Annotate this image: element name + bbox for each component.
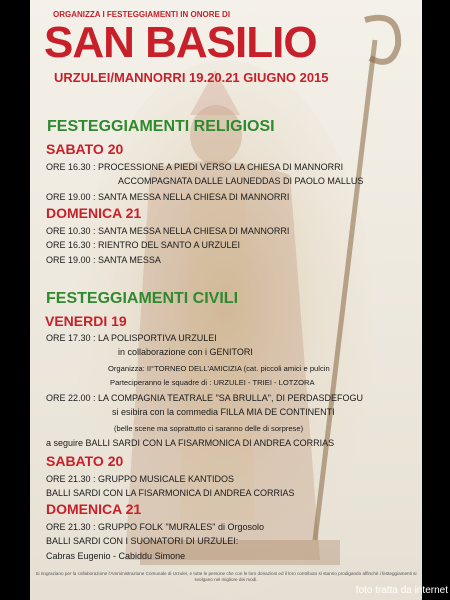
day-heading-saturday-civil: SABATO 20 [46, 453, 124, 469]
schedule-line: ORE 21.30 : GRUPPO MUSICALE KANTIDOS [46, 474, 235, 484]
day-heading-sunday: DOMENICA 21 [46, 205, 142, 221]
schedule-line: ACCOMPAGNATA DALLE LAUNEDDAS DI PAOLO MALLUS [118, 176, 364, 186]
schedule-line: in collaborazione con i GENITORI [118, 347, 253, 357]
section-heading-civil: FESTEGGIAMENTI CIVILI [46, 290, 239, 307]
photo-credit: foto tratta da internet [355, 585, 448, 596]
schedule-line: si esibira con la commedia FILLA MIA DE CONTINENTI [112, 407, 335, 417]
schedule-line: Organizza: II°TORNEO DELL'AMICIZIA (cat. piccoli amici e pulcin [108, 364, 330, 373]
day-heading-sunday-civil: DOMENICA 21 [46, 501, 142, 517]
day-heading-saturday: SABATO 20 [46, 141, 124, 157]
schedule-line: BALLI SARDI CON LA FISARMONICA DI ANDREA CORRIAS [46, 488, 295, 498]
schedule-line: (belle scene ma soprattutto ci saranno delle di sorprese) [114, 424, 304, 433]
schedule-line: BALLI SARDI CON I SUONATORI DI URZULEI: [46, 536, 239, 546]
schedule-line: ORE 17.30 : LA POLISPORTIVA URZULEI [46, 333, 217, 343]
section-heading-religious: FESTEGGIAMENTI RELIGIOSI [47, 118, 275, 135]
schedule-line: ORE 16.30 : RIENTRO DEL SANTO A URZULEI [46, 240, 241, 250]
schedule-line: Cabras Eugenio - Cabiddu Simone [46, 551, 186, 561]
event-dates: URZULEI/MANNORRI 19.20.21 GIUGNO 2015 [54, 70, 329, 85]
schedule-line: Parteciperanno le squadre di : URZULEI - TRIEI - LOTZORA [110, 378, 315, 387]
schedule-line: ORE 21.30 : GRUPPO FOLK "MURALES" di Orgosolo [46, 522, 264, 532]
day-heading-friday: VENERDI 19 [45, 313, 127, 329]
schedule-line: ORE 10.30 : SANTA MESSA NELLA CHIESA DI MANNORRI [46, 226, 290, 236]
schedule-line: ORE 19.00 : SANTA MESSA NELLA CHIESA DI MANNORRI [46, 192, 290, 202]
festival-poster [30, 0, 422, 600]
organizer-line: ORGANIZZA I FESTEGGIAMENTI IN ONORE DI [53, 10, 231, 19]
schedule-line: ORE 22.00 : LA COMPAGNIA TEATRALE "SA BRULLA", DI PERDASDEFOGU [46, 393, 363, 403]
schedule-line: ORE 16.30 : PROCESSIONE A PIEDI VERSO LA CHIESA DI MANNORRI [46, 162, 344, 172]
schedule-line: a seguire BALLI SARDI CON LA FISARMONICA DI ANDREA CORRIAS [46, 438, 335, 448]
schedule-line: ORE 19.00 : SANTA MESSA [46, 255, 161, 265]
footer-thanks: Si ringraziano per la collaborazione l'Amministrazione Comunale di Urzulei, e tutte le persone che con le loro donazioni ed il loro contributo si stanno prodigando affinchè i festeggiamenti si svolgano nel migliore dei modi. [35, 571, 417, 582]
page-title: SAN BASILIO [44, 18, 317, 67]
